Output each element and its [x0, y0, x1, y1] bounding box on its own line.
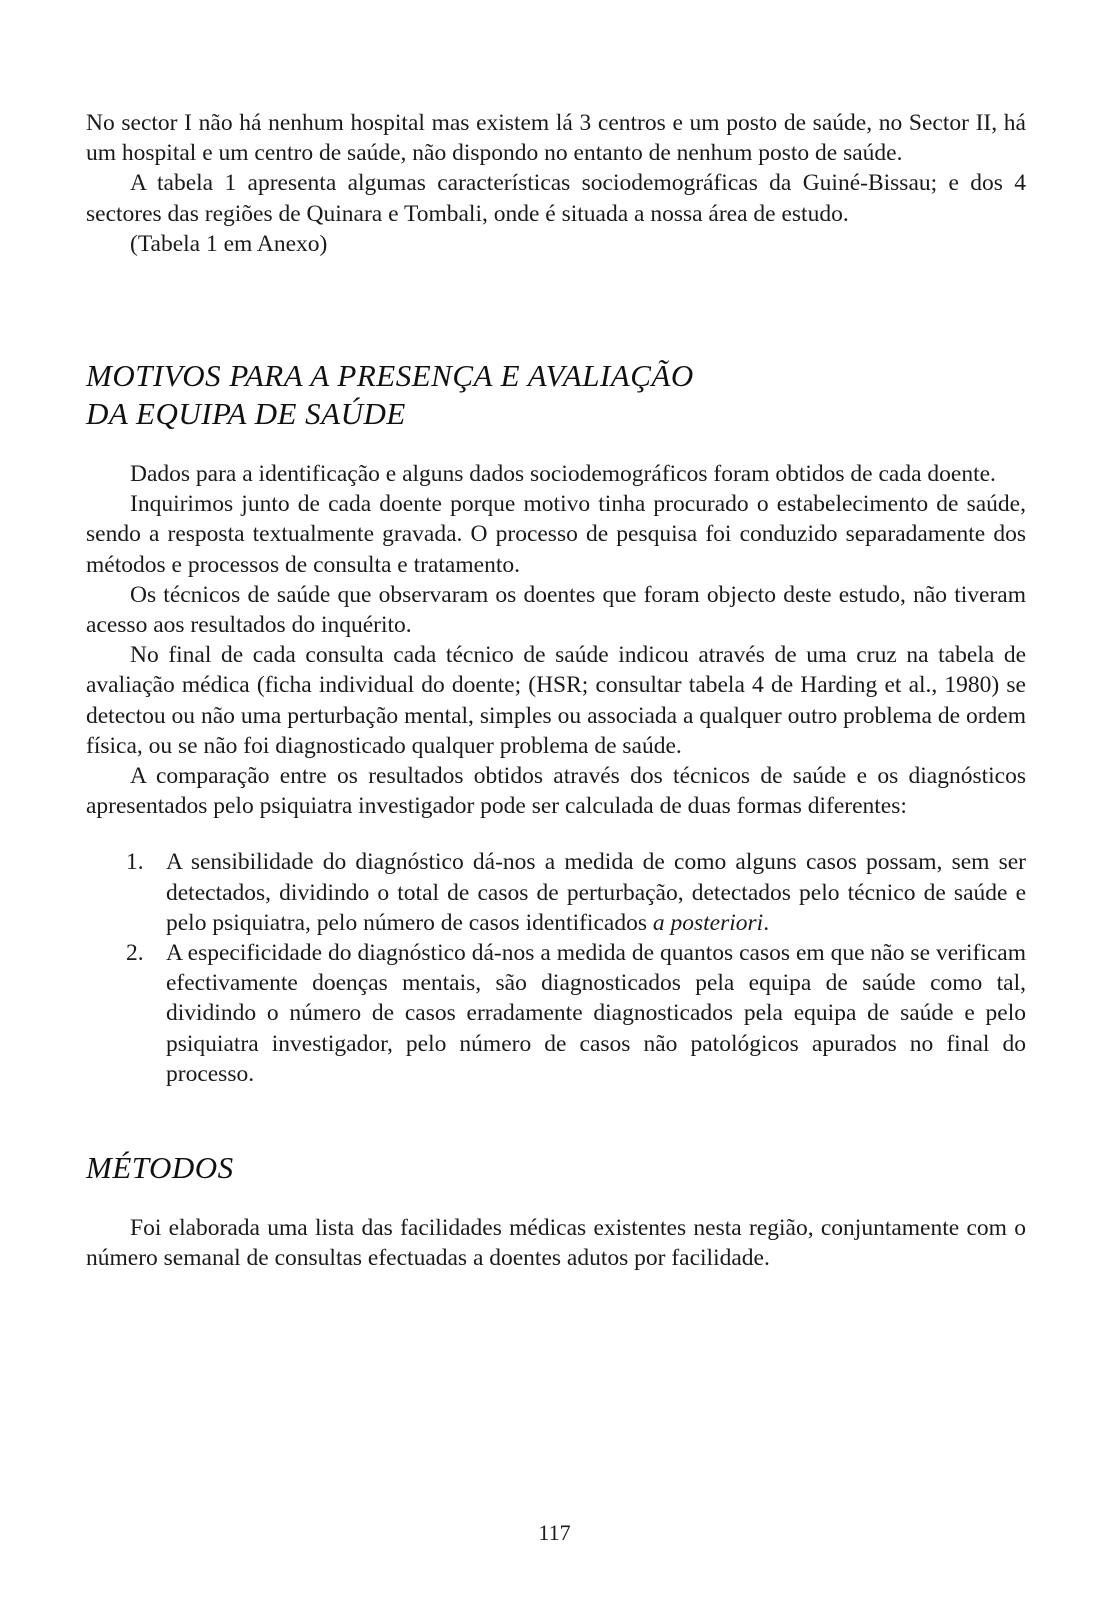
section-heading-metodos: MÉTODOS	[86, 1150, 234, 1186]
section-heading-line-1: MOTIVOS PARA A PRESENÇA E AVALIAÇÃO	[86, 358, 694, 394]
body-paragraph: No final de cada consulta cada técnico de saúde indicou através de uma cruz na tabela de avaliação médica (ficha individual do doente; (HSR; consultar tabela 4 de Harding et al., 1980) se detectou ou não uma perturbação mental, simples ou associada a qualquer outro problema de ordem física, ou se não foi diagnosticado qualquer problema de saúde.	[86, 642, 1026, 759]
numbered-list	[86, 847, 1026, 1089]
body-paragraph: Inquirimos junto de cada doente porque motivo tinha procurado o estabelecimento de saúde, sendo a resposta textualmente gravada. O processo de pesquisa foi conduzido separadamente dos métodos e processos de consulta e tratamento.	[86, 491, 1026, 578]
intro-paragraph-1: No sector I não há nenhum hospital mas existem lá 3 centros e um posto de saúde, no Sector II, há um hospital e um centro de saúde, não dispondo no entanto de nenhum posto de saúde.	[86, 110, 1026, 167]
list-item-number: 1.	[126, 849, 144, 876]
intro-paragraph-2: A tabela 1 apresenta algumas características sociodemográficas da Guiné-Bissau; e dos 4 sectores das regiões de Quinara e Tombali, onde é situada a nossa área de estudo.	[86, 170, 1026, 227]
list-item-italic-term: a posteriori	[652, 909, 764, 936]
list-item-end: .	[763, 909, 770, 936]
body-paragraph: Dados para a identificação e alguns dados sociodemográficos foram obtidos de cada doente.	[130, 461, 996, 488]
section-heading-motivos	[86, 357, 1026, 433]
table-reference: (Tabela 1 em Anexo)	[130, 230, 328, 257]
spacer	[86, 433, 1026, 459]
list-item-text: A sensibilidade do diagnóstico dá-nos a medida de como alguns casos possam, sem ser detectados, dividindo o total de casos de perturbação, detectados pelo técnico de saúde e pelo psiquiatra, pelo número de casos identificados	[166, 849, 1026, 936]
body-paragraph: Os técnicos de saúde que observaram os doentes que foram objecto deste estudo, não tiveram acesso aos resultados do inquérito.	[86, 581, 1026, 639]
section-heading-line-2: DA EQUIPA DE SAÚDE	[86, 396, 406, 432]
list-item	[86, 938, 1026, 1089]
spacer	[86, 1089, 1026, 1149]
body-paragraph: Foi elaborada uma lista das facilidades médicas existentes nesta região, conjuntamente com o número semanal de consultas efectuadas a doentes adutos por facilidade.	[86, 1215, 1026, 1272]
spacer	[86, 1187, 1026, 1213]
list-item	[86, 847, 1026, 938]
page-number: 117	[538, 1520, 571, 1545]
list-item-number: 2.	[126, 940, 144, 967]
page-body	[86, 108, 1026, 1273]
spacer	[86, 259, 1026, 357]
list-item-text: A especificidade do diagnóstico dá-nos a medida de quantos casos em que não se verificam efectivamente doenças mentais, são diagnosticados pela equipa de saúde como tal, dividindo o número de casos erradamente diagnosticados pela equipa de saúde e pelo psiquiatra investigador, pelo número de casos não patológicos apurados no final do processo.	[166, 940, 1026, 1087]
body-paragraph: A comparação entre os resultados obtidos através dos técnicos de saúde e os diagnósticos apresentados pelo psiquiatra investigador pode ser calculada de duas formas diferentes:	[86, 763, 1026, 820]
